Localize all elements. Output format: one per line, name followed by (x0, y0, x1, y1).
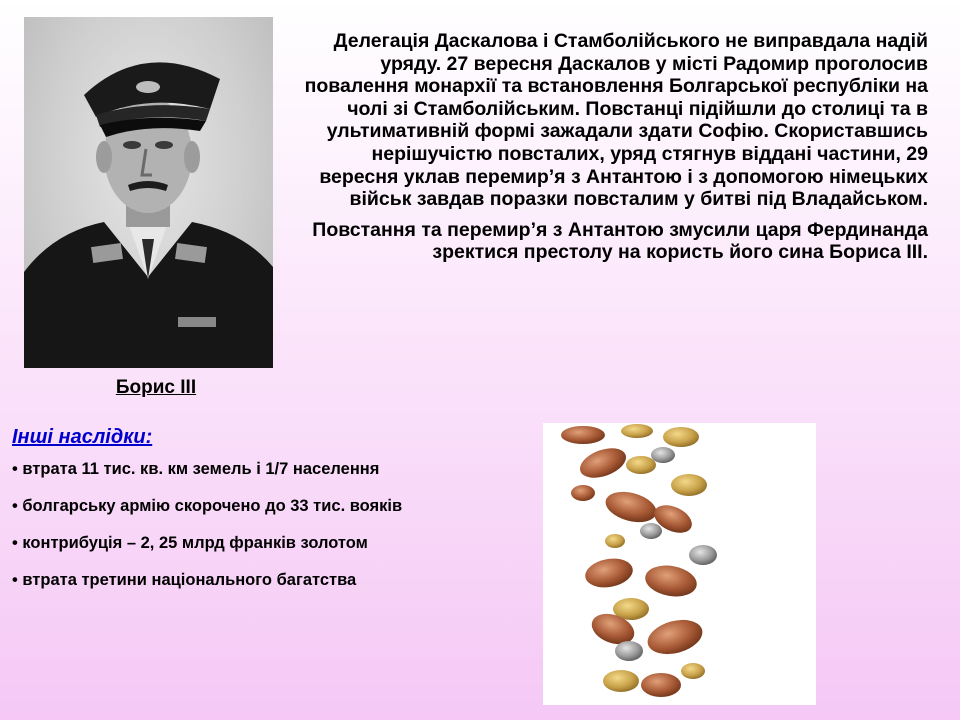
consequences-list (12, 459, 532, 607)
other-consequences (12, 426, 532, 607)
main-paragraph-1: Делегація Даскалова і Стамболійського не виправдала надій уряду. 27 вересня Даскалов у місті Радомир проголосив повалення монархії та встановлення Болгарської республіки на чолі зі Стамболійським. Повстанці підійшли до столиці та в ультимативній формі зажадали здати Софію. Скориставшись нерішучістю повсталих, уряд стягнув віддані частини, 29 вересня уклав перемир’я з Антантою і з допомогою німецьких військ завдав поразки повсталим у битві під Владайськом. (304, 30, 928, 211)
list-item: • болгарську армію скорочено до 33 тис. вояків (12, 497, 403, 515)
main-text-block (296, 30, 928, 264)
portrait-photo (24, 17, 273, 368)
other-consequences-title: Інші наслідки: (12, 426, 153, 448)
coins-icon (543, 423, 816, 705)
list-item: • контрибуція – 2, 25 млрд франків золотом (12, 534, 368, 552)
main-paragraph-2: Повстання та перемир’я з Антантою змусили царя Фердинанда зректися престолу на користь його сина Бориса III. (312, 218, 928, 264)
portrait-icon (24, 17, 273, 368)
list-item: • втрата 11 тис. кв. км земель і 1/7 населення (12, 460, 380, 478)
list-item: • втрата третини національного багатства (12, 571, 357, 589)
falling-coins-image (543, 423, 816, 705)
portrait-caption: Борис III (115, 377, 197, 398)
